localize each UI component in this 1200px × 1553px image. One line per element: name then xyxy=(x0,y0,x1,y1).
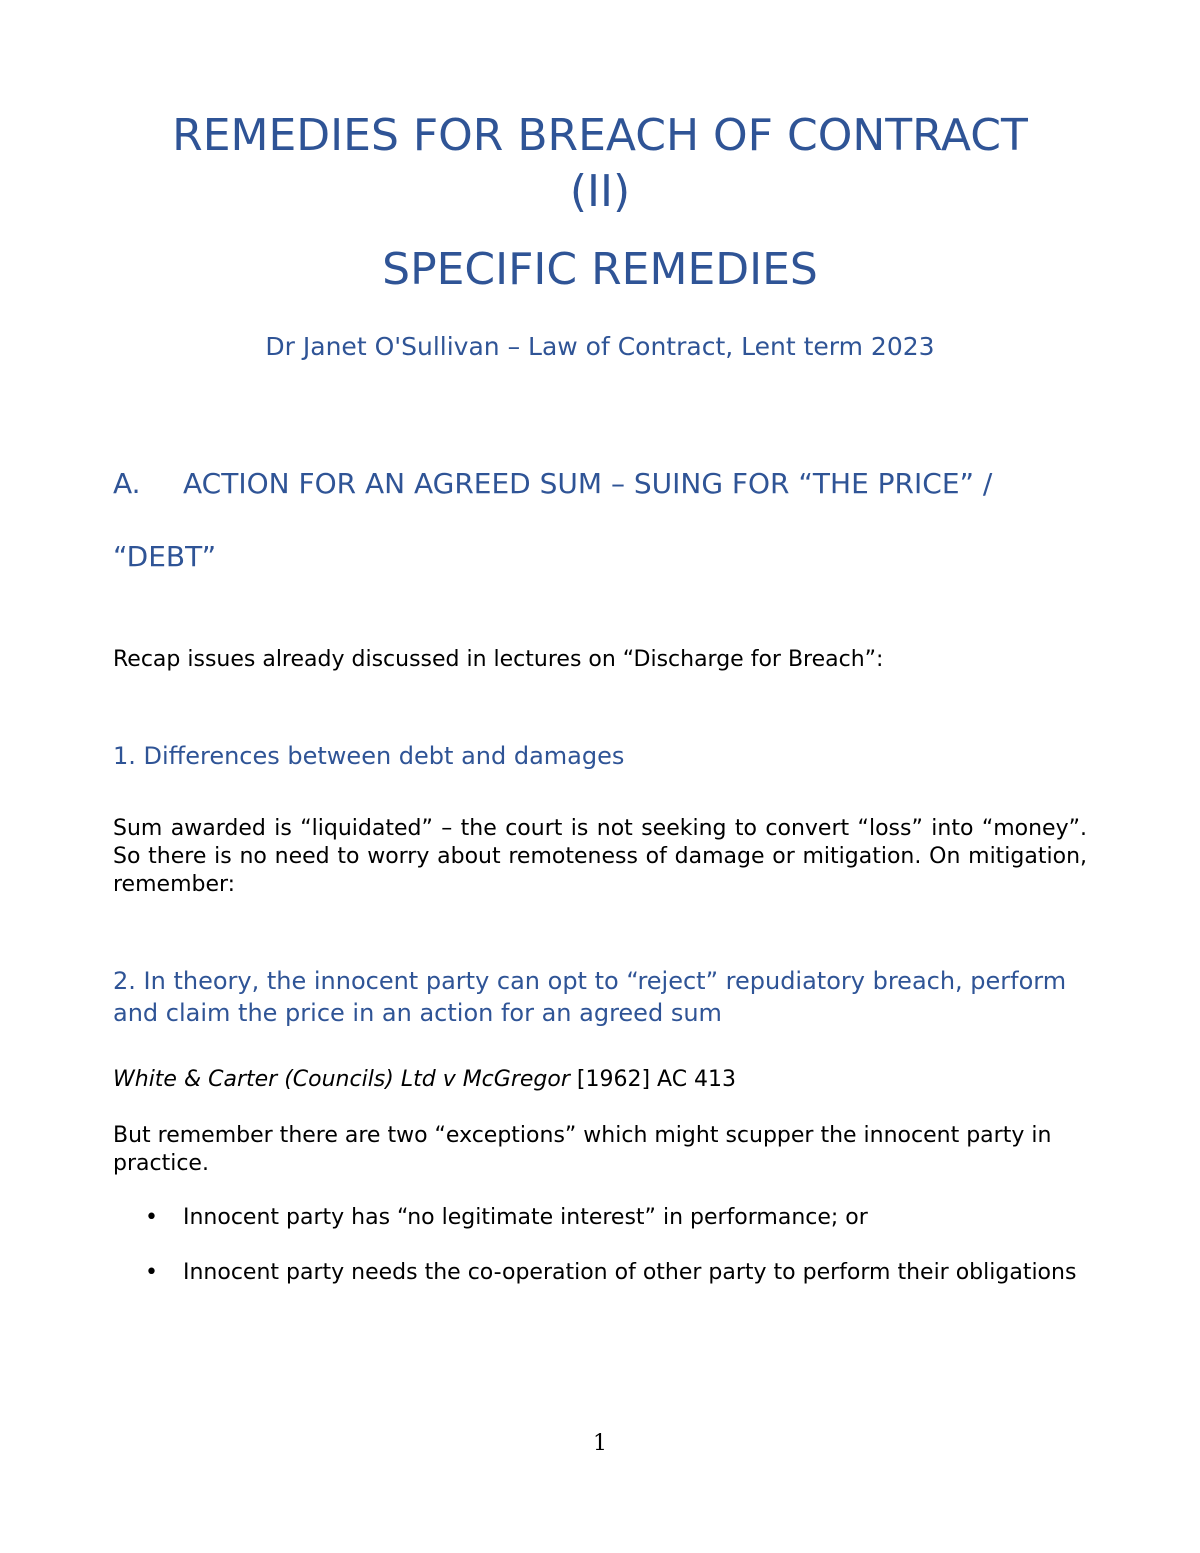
case-citation: [1962] AC 413 xyxy=(569,1067,737,1092)
point-1-heading: 1. Differences between debt and damages xyxy=(113,742,625,770)
case-reference xyxy=(113,1066,1087,1094)
section-a-heading-line-2: “DEBT” xyxy=(113,540,217,573)
section-a-heading xyxy=(113,465,1103,503)
page-number: 1 xyxy=(593,1431,607,1456)
bullet-icon: • xyxy=(145,1260,158,1285)
section-a-heading-line-1: ACTION FOR AN AGREED SUM – SUING FOR “THE PRICE” / xyxy=(183,467,993,500)
title-line-2: (II) xyxy=(569,166,631,217)
bullet-icon: • xyxy=(145,1205,158,1230)
section-a-letter: A. xyxy=(113,467,141,500)
document-title xyxy=(100,108,1100,220)
recap-paragraph: Recap issues already discussed in lectures on “Discharge for Breach”: xyxy=(113,647,884,672)
point-1-body: Sum awarded is “liquidated” – the court is not seeking to convert “loss” into “money”. So there is no need to worry about remoteness of damage or mitigation. On mitigation, remember: xyxy=(113,816,1087,897)
list-item-text: Innocent party needs the co-operation of other party to perform their obligations xyxy=(183,1260,1077,1285)
point-2-heading: 2. In theory, the innocent party can opt to “reject” repudiatory breach, perform and claim the price in an action for an agreed sum xyxy=(113,967,1067,1027)
exceptions-paragraph: But remember there are two “exceptions” which might scupper the innocent party in practice. xyxy=(113,1123,1052,1176)
list-item-text: Innocent party has “no legitimate interest” in performance; or xyxy=(183,1205,868,1230)
case-name: White & Carter (Councils) Ltd v McGregor xyxy=(113,1067,570,1092)
title-line-1: REMEDIES FOR BREACH OF CONTRACT xyxy=(172,110,1028,161)
author-line: Dr Janet O'Sullivan – Law of Contract, Lent term 2023 xyxy=(265,332,935,361)
document-subtitle: SPECIFIC REMEDIES xyxy=(382,244,818,295)
